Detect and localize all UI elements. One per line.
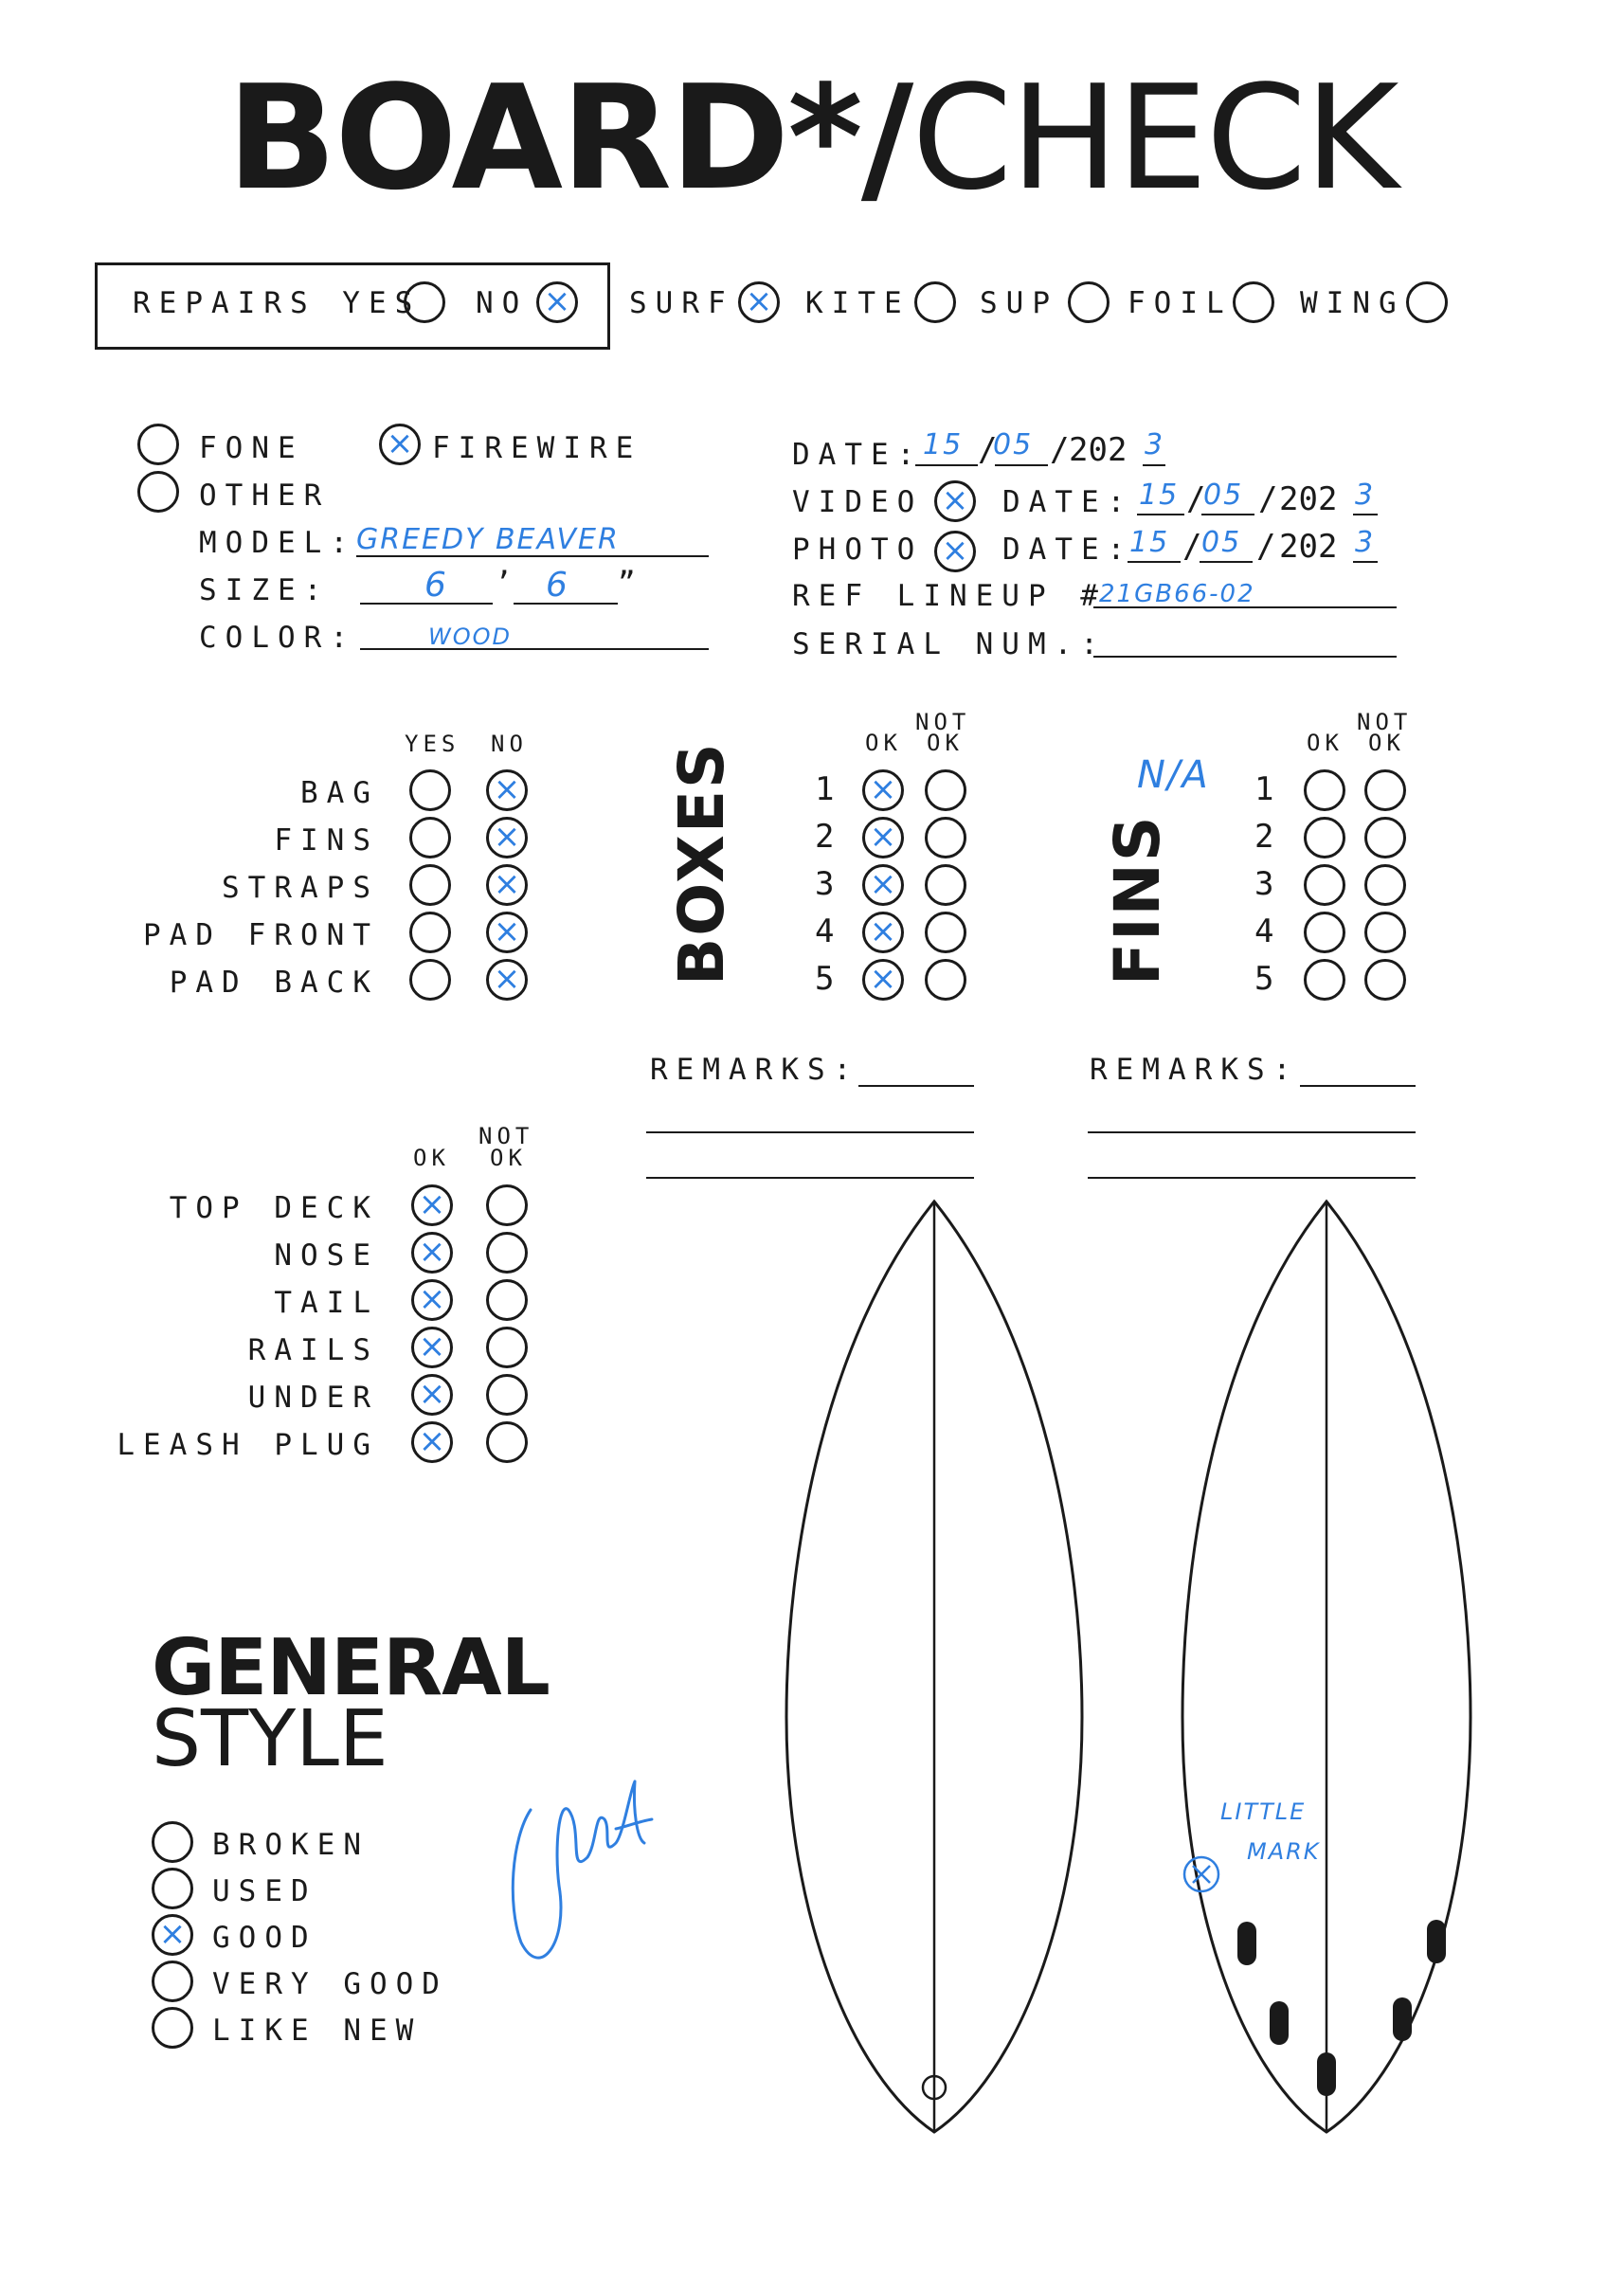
- check-mark-icon: ×: [869, 770, 897, 808]
- video-year-underline: [1353, 514, 1378, 515]
- boxes-not-ok-checkbox[interactable]: [925, 912, 966, 953]
- board-annotation-line1: LITTLE: [1220, 1798, 1307, 1825]
- general-option-checkbox[interactable]: [152, 1914, 193, 1956]
- boxes-ok-checkbox[interactable]: [862, 769, 904, 811]
- general-option-checkbox[interactable]: [152, 1821, 193, 1863]
- fone-checkbox[interactable]: [137, 424, 179, 465]
- size-ft-mark: ’: [495, 566, 521, 600]
- wing-label: WING: [1300, 286, 1405, 320]
- fins-not-ok-checkbox[interactable]: [1364, 769, 1406, 811]
- condition-ok-checkbox[interactable]: [411, 1327, 453, 1368]
- video-year-end: 3: [1355, 479, 1376, 512]
- firewire-checkbox[interactable]: [379, 424, 421, 465]
- fins-ok-checkbox[interactable]: [1304, 817, 1345, 858]
- photo-sep1: /: [1182, 528, 1202, 566]
- video-sep2: /: [1258, 480, 1278, 518]
- model-label: MODEL:: [199, 526, 356, 560]
- repairs-no-checkbox[interactable]: [536, 281, 578, 323]
- fins-col-ok: OK: [1307, 730, 1344, 756]
- fins-remarks-label: REMARKS:: [1090, 1053, 1300, 1087]
- condition-ok-checkbox[interactable]: [411, 1232, 453, 1274]
- board-deck-outline: [777, 1196, 1099, 2140]
- color-value: WOOD: [428, 623, 512, 650]
- condition-ok-checkbox[interactable]: [411, 1184, 453, 1226]
- size-in-mark: ”: [618, 566, 644, 600]
- fins-row-number: 5: [1254, 960, 1274, 998]
- boxes-ok-checkbox[interactable]: [862, 817, 904, 858]
- general-option-label: GOOD: [212, 1921, 317, 1955]
- check-mark-icon: ×: [418, 1375, 446, 1413]
- general-option-label: BROKEN: [212, 1828, 370, 1862]
- boxes-row-number: 1: [815, 770, 835, 808]
- general-option-label: USED: [212, 1874, 317, 1908]
- fone-label: FONE: [199, 431, 304, 465]
- condition-label: NOSE: [274, 1238, 379, 1273]
- general-option-label: VERY GOOD: [212, 1967, 448, 2001]
- fins-col-not-ok: OK: [1368, 730, 1405, 756]
- check-mark-icon: ×: [941, 532, 969, 569]
- condition-label: TOP DECK: [169, 1191, 379, 1225]
- accessory-no-checkbox[interactable]: [486, 769, 528, 811]
- repairs-no-label: NO: [476, 286, 529, 320]
- date-sep1: /: [978, 431, 998, 469]
- check-mark-icon: ×: [543, 282, 571, 320]
- fins-row-number: 3: [1254, 865, 1274, 903]
- boxes-col-ok: OK: [865, 730, 902, 756]
- page-title: [0, 54, 1624, 222]
- photo-sep2: /: [1256, 528, 1276, 566]
- date-day: 15: [923, 428, 964, 461]
- check-mark-icon: ×: [418, 1422, 446, 1460]
- condition-col-not: NOT: [478, 1123, 534, 1149]
- photo-month-underline: [1200, 561, 1253, 563]
- boxes-remarks-line-2[interactable]: [646, 1131, 974, 1133]
- ref-lineup-label: REF LINEUP #: [792, 579, 1107, 613]
- date-month-underline: [995, 464, 1048, 466]
- accessory-yes-checkbox[interactable]: [409, 864, 451, 906]
- video-checkbox[interactable]: [934, 480, 976, 522]
- check-mark-icon: ×: [869, 960, 897, 998]
- condition-not-ok-checkbox[interactable]: [486, 1327, 528, 1368]
- condition-not-ok-checkbox[interactable]: [486, 1279, 528, 1321]
- accessory-label: PAD FRONT: [143, 918, 379, 952]
- date-year: 202: [1069, 431, 1128, 469]
- boxes-not-ok-checkbox[interactable]: [925, 864, 966, 906]
- fins-remarks-line-1[interactable]: [1300, 1085, 1416, 1087]
- general-option-checkbox[interactable]: [152, 1868, 193, 1909]
- boxes-row-number: 3: [815, 865, 835, 903]
- photo-label: PHOTO: [792, 533, 924, 567]
- fins-title: FINS: [1101, 814, 1174, 985]
- accessories-col-yes: YES: [405, 731, 460, 757]
- accessory-no-checkbox[interactable]: [486, 864, 528, 906]
- condition-not-ok-checkbox[interactable]: [486, 1374, 528, 1416]
- fins-not-ok-checkbox[interactable]: [1364, 817, 1406, 858]
- color-label: COLOR:: [199, 621, 356, 655]
- check-mark-icon: ×: [386, 425, 414, 462]
- general-option-checkbox[interactable]: [152, 1961, 193, 2002]
- wing-checkbox[interactable]: [1406, 281, 1448, 323]
- boxes-remarks-line-3[interactable]: [646, 1177, 974, 1179]
- accessory-label: FINS: [274, 823, 379, 858]
- title-light: CHECK: [911, 54, 1398, 222]
- fins-not-ok-checkbox[interactable]: [1364, 912, 1406, 953]
- condition-ok-checkbox[interactable]: [411, 1279, 453, 1321]
- date-year-end: 3: [1145, 428, 1165, 461]
- video-label: VIDEO: [792, 485, 924, 519]
- fins-row-number: 4: [1254, 913, 1274, 950]
- boxes-not-ok-checkbox[interactable]: [925, 769, 966, 811]
- photo-year-underline: [1353, 561, 1378, 563]
- model-value: GREEDY BEAVER: [356, 523, 620, 556]
- check-mark-icon: ×: [941, 481, 969, 519]
- condition-col-ok: OK: [413, 1145, 450, 1171]
- date-label: DATE:: [792, 438, 924, 472]
- check-mark-icon: ×: [158, 1915, 187, 1953]
- date-year-underline: [1143, 464, 1165, 466]
- video-sep1: /: [1186, 480, 1206, 518]
- boxes-row-number: 5: [815, 960, 835, 998]
- accessory-no-checkbox[interactable]: [486, 817, 528, 858]
- video-month: 05: [1203, 479, 1244, 512]
- condition-label: LEASH PLUG: [117, 1428, 379, 1462]
- foil-label: FOIL: [1128, 286, 1233, 320]
- check-mark-icon: ×: [493, 865, 521, 903]
- general-option-label: LIKE NEW: [212, 2014, 423, 2048]
- date-day-underline: [915, 464, 978, 466]
- photo-day-underline: [1128, 561, 1181, 563]
- accessory-no-checkbox[interactable]: [486, 959, 528, 1001]
- serial-label: SERIAL NUM.:: [792, 627, 1107, 661]
- boxes-ok-checkbox[interactable]: [862, 864, 904, 906]
- fins-annotation: N/A: [1137, 753, 1210, 797]
- fins-row-number: 1: [1254, 770, 1274, 808]
- photo-date-label: DATE:: [1002, 533, 1134, 567]
- boxes-ok-checkbox[interactable]: [862, 959, 904, 1001]
- condition-not-ok-checkbox[interactable]: [486, 1232, 528, 1274]
- fins-not-ok-checkbox[interactable]: [1364, 959, 1406, 1001]
- serial-underline: [1093, 656, 1397, 658]
- foil-checkbox[interactable]: [1233, 281, 1274, 323]
- fins-remarks-line-2[interactable]: [1088, 1131, 1416, 1133]
- photo-checkbox[interactable]: [934, 531, 976, 572]
- check-mark-icon: ×: [418, 1280, 446, 1318]
- boxes-remarks-line-1[interactable]: [858, 1085, 974, 1087]
- check-mark-icon: ×: [418, 1233, 446, 1271]
- check-mark-icon: ×: [493, 960, 521, 998]
- condition-label: TAIL: [274, 1286, 379, 1320]
- sup-checkbox[interactable]: [1068, 281, 1110, 323]
- video-date-label: DATE:: [1002, 485, 1134, 519]
- style-title: STYLE: [152, 1694, 388, 1784]
- other-label: OTHER: [199, 479, 331, 513]
- accessory-label: BAG: [300, 776, 379, 810]
- kite-checkbox[interactable]: [914, 281, 956, 323]
- accessory-yes-checkbox[interactable]: [409, 769, 451, 811]
- boxes-title: BOXES: [665, 741, 738, 985]
- boxes-not-ok-checkbox[interactable]: [925, 817, 966, 858]
- surf-label: SURF: [629, 286, 734, 320]
- boxes-col-not-ok: OK: [927, 730, 964, 756]
- video-day-underline: [1137, 514, 1184, 515]
- video-year: 202: [1279, 480, 1338, 518]
- fins-ok-checkbox[interactable]: [1304, 912, 1345, 953]
- fins-ok-checkbox[interactable]: [1304, 959, 1345, 1001]
- size-in-value: 6: [546, 566, 569, 605]
- board-annotation-line2: MARK: [1247, 1838, 1321, 1865]
- kite-label: KITE: [805, 286, 911, 320]
- board-bottom-outline: [1169, 1196, 1491, 2140]
- check-mark-icon: ×: [418, 1185, 446, 1223]
- accessory-no-checkbox[interactable]: [486, 912, 528, 953]
- condition-label: RAILS: [247, 1333, 379, 1367]
- condition-not-ok-checkbox[interactable]: [486, 1421, 528, 1463]
- date-month: 05: [993, 428, 1034, 461]
- check-mark-icon: ×: [745, 282, 773, 320]
- photo-month: 05: [1201, 526, 1242, 559]
- photo-year-end: 3: [1355, 526, 1376, 559]
- signature: [502, 1753, 654, 1980]
- ref-lineup-underline: [1093, 606, 1397, 608]
- check-mark-icon: ×: [418, 1328, 446, 1365]
- condition-ok-checkbox[interactable]: [411, 1421, 453, 1463]
- ref-lineup-value: 21GB66-02: [1099, 580, 1255, 608]
- video-day: 15: [1139, 479, 1180, 512]
- repairs-yes-label: REPAIRS YES: [133, 286, 422, 320]
- repairs-yes-checkbox[interactable]: [404, 281, 445, 323]
- general-title: GENERAL: [152, 1623, 550, 1713]
- title-bold: BOARD*/: [226, 54, 912, 222]
- video-month-underline: [1201, 514, 1254, 515]
- sup-label: SUP: [980, 286, 1058, 320]
- accessory-label: STRAPS: [222, 871, 379, 905]
- fins-col-not: NOT: [1357, 709, 1413, 735]
- check-mark-icon: ×: [869, 865, 897, 903]
- check-mark-icon: ×: [869, 913, 897, 950]
- check-mark-icon: ×: [493, 770, 521, 808]
- photo-day: 15: [1129, 526, 1170, 559]
- condition-label: UNDER: [247, 1381, 379, 1415]
- photo-year: 202: [1279, 528, 1338, 566]
- firewire-label: FIREWIRE: [432, 431, 642, 465]
- boxes-ok-checkbox[interactable]: [862, 912, 904, 953]
- fins-ok-checkbox[interactable]: [1304, 864, 1345, 906]
- boxes-row-number: 2: [815, 818, 835, 856]
- accessory-yes-checkbox[interactable]: [409, 959, 451, 1001]
- color-underline: [360, 648, 709, 650]
- size-label: SIZE:: [199, 573, 331, 607]
- check-mark-icon: ×: [493, 818, 521, 856]
- model-underline: [356, 555, 709, 557]
- size-ft-value: 6: [424, 566, 448, 605]
- check-mark-icon: ×: [869, 818, 897, 856]
- check-mark-icon: ×: [493, 913, 521, 950]
- condition-not-ok-checkbox[interactable]: [486, 1184, 528, 1226]
- boxes-col-not: NOT: [915, 709, 971, 735]
- other-checkbox[interactable]: [137, 471, 179, 513]
- condition-ok-checkbox[interactable]: [411, 1374, 453, 1416]
- general-option-checkbox[interactable]: [152, 2007, 193, 2049]
- accessory-label: PAD BACK: [169, 966, 379, 1000]
- accessory-yes-checkbox[interactable]: [409, 817, 451, 858]
- boxes-not-ok-checkbox[interactable]: [925, 959, 966, 1001]
- fins-not-ok-checkbox[interactable]: [1364, 864, 1406, 906]
- boxes-row-number: 4: [815, 913, 835, 950]
- fins-row-number: 2: [1254, 818, 1274, 856]
- date-sep2: /: [1050, 431, 1070, 469]
- surf-checkbox[interactable]: [738, 281, 780, 323]
- accessory-yes-checkbox[interactable]: [409, 912, 451, 953]
- fins-ok-checkbox[interactable]: [1304, 769, 1345, 811]
- accessories-col-no: NO: [491, 731, 528, 757]
- condition-col-not-ok: OK: [490, 1145, 527, 1171]
- fins-remarks-line-3[interactable]: [1088, 1177, 1416, 1179]
- boxes-remarks-label: REMARKS:: [650, 1053, 860, 1087]
